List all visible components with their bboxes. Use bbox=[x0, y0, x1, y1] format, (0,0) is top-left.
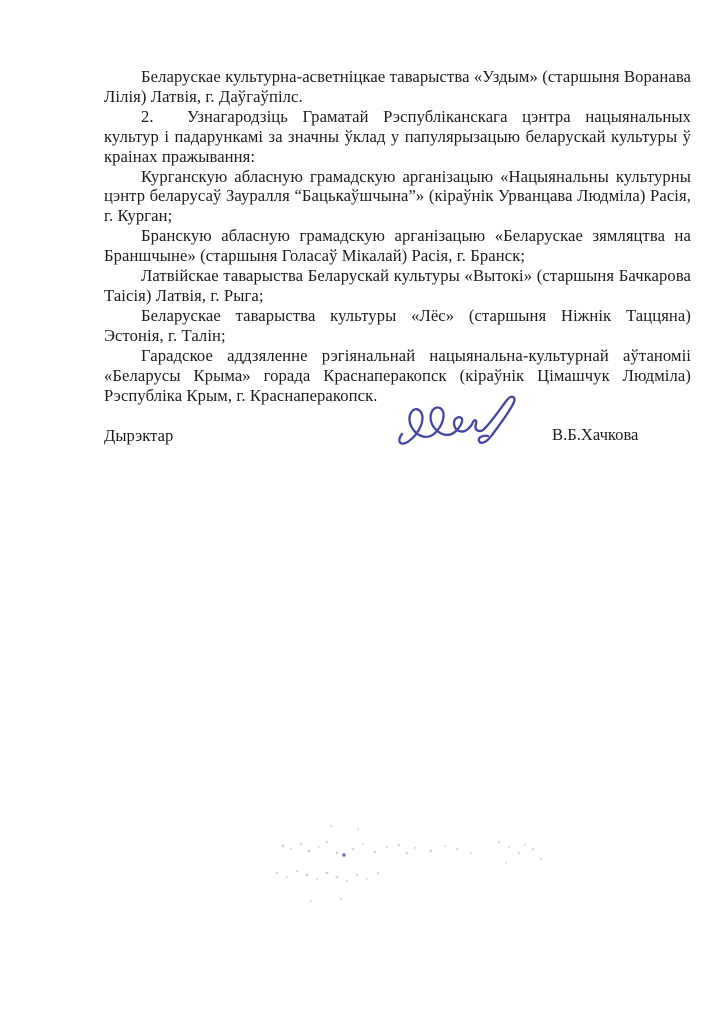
paragraph: Беларускае культурна-асветніцкае таварыства «Уздым» (старшыня Воранава Лілія) Латвія, г. Даўгаўпілс. bbox=[104, 67, 691, 106]
paragraph: Латвійскае таварыства Беларускай культуры «Вытокі» (старшыня Бачкарова Таісія) Латвія, г. Рыга; bbox=[104, 266, 691, 305]
handwritten-signature-icon bbox=[393, 392, 528, 456]
paragraph: 2. Узнагародзіць Граматай Рэспубліканскага цэнтра нацыянальных культур і падарункамі за значны ўклад у папулярызацыю беларускай культуры ў краінах пражывання: bbox=[104, 106, 691, 166]
paragraph: Беларускае таварыства культуры «Лёс» (старшыня Ніжнік Таццяна) Эстонія, г. Талін; bbox=[104, 305, 691, 345]
signature-title: Дырэктар bbox=[104, 426, 174, 445]
document-body bbox=[104, 67, 691, 405]
paragraph-number: 2. bbox=[141, 106, 154, 126]
signatory-name: В.Б.Хачкова bbox=[552, 425, 639, 444]
scan-noise bbox=[0, 0, 2, 2]
paragraph: Гарадское аддзяленне рэгіянальнай нацыянальна-культурнай аўтаноміі «Беларусы Крыма» горада Краснаперакопск (кіраўнік Цімашчук Людміла) Рэспубліка Крым, г. Краснаперакопск. bbox=[104, 345, 691, 405]
paragraph: Курганскую абласную грамадскую арганізацыю «Нацыянальны культурны цэнтр беларусаў Зауралля “Бацькаўшчына”» (кіраўнік Урванцава Людміла) Расія, г. Курган; bbox=[104, 166, 691, 226]
paragraph: Бранскую абласную грамадскую арганізацыю «Беларускае зямляцтва на Браншчыне» (старшыня Голасаў Мікалай) Расія, г. Бранск; bbox=[104, 226, 691, 266]
